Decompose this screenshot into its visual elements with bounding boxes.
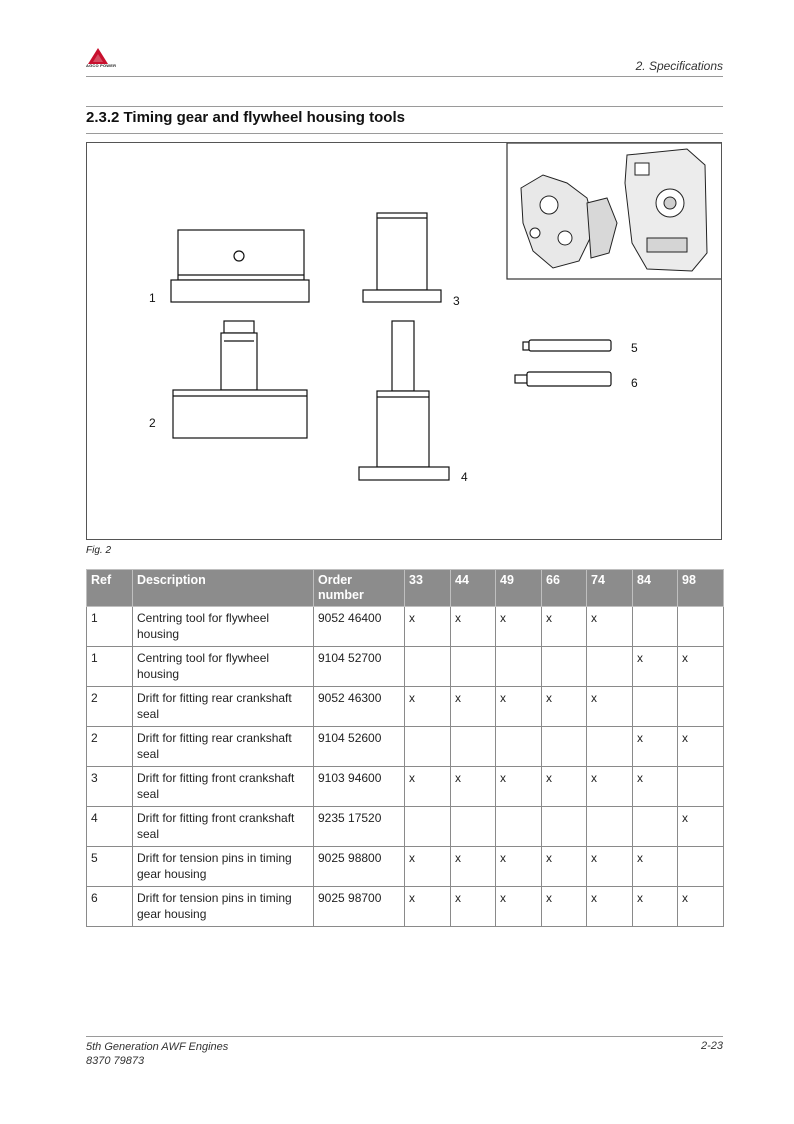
description-cell: Drift for tension pins in timing gear housing — [133, 847, 314, 887]
engine-mark-cell: x — [587, 767, 633, 807]
column-header: Ref — [87, 570, 133, 607]
header-rule — [86, 76, 723, 77]
engine-mark-cell: x — [587, 687, 633, 727]
table-body — [87, 607, 724, 927]
section-heading: 2.3.2 Timing gear and flywheel housing tools — [86, 109, 405, 126]
footer-left — [86, 1040, 228, 1068]
tool-3-front-seal-drift — [363, 213, 441, 302]
callout-6: 6 — [631, 376, 638, 390]
table-row — [87, 727, 724, 767]
engine-mark-cell: x — [405, 847, 451, 887]
order-number-cell: 9104 52600 — [314, 727, 405, 767]
column-header: 33 — [405, 570, 451, 607]
engine-mark-cell — [405, 727, 451, 767]
engine-mark-cell: x — [496, 887, 542, 927]
tool-2-rear-seal-drift — [173, 321, 307, 438]
description-cell: Drift for fitting rear crankshaft seal — [133, 727, 314, 767]
column-header: 84 — [633, 570, 678, 607]
table-row — [87, 687, 724, 727]
engine-mark-cell: x — [633, 887, 678, 927]
engine-mark-cell — [678, 847, 724, 887]
engine-mark-cell — [587, 807, 633, 847]
order-number-cell: 9235 17520 — [314, 807, 405, 847]
engine-mark-cell: x — [542, 687, 587, 727]
callout-2: 2 — [149, 416, 156, 430]
engine-mark-cell: x — [496, 767, 542, 807]
engine-mark-cell: x — [678, 647, 724, 687]
engine-mark-cell — [633, 607, 678, 647]
order-number-cell: 9103 94600 — [314, 767, 405, 807]
callout-5: 5 — [631, 341, 638, 355]
engine-mark-cell — [405, 807, 451, 847]
engine-mark-cell — [451, 727, 496, 767]
ref-cell: 5 — [87, 847, 133, 887]
engine-mark-cell — [542, 727, 587, 767]
engine-mark-cell: x — [496, 847, 542, 887]
engine-mark-cell — [678, 607, 724, 647]
engine-mark-cell — [587, 727, 633, 767]
engine-mark-cell — [633, 807, 678, 847]
footer-title: 5th Generation AWF Engines — [86, 1041, 229, 1053]
engine-mark-cell: x — [542, 607, 587, 647]
table-row — [87, 607, 724, 647]
ref-cell: 2 — [87, 687, 133, 727]
description-cell: Drift for fitting front crankshaft seal — [133, 807, 314, 847]
engine-mark-cell — [496, 647, 542, 687]
engine-mark-cell: x — [405, 767, 451, 807]
engine-mark-cell — [587, 647, 633, 687]
engine-mark-cell: x — [451, 687, 496, 727]
heading-rule-bottom — [86, 133, 723, 134]
ref-cell: 6 — [87, 887, 133, 927]
engine-mark-cell: x — [678, 807, 724, 847]
order-number-cell: 9052 46400 — [314, 607, 405, 647]
description-cell: Drift for tension pins in timing gear housing — [133, 887, 314, 927]
column-header: Order number — [314, 570, 405, 607]
description-cell: Drift for fitting rear crankshaft seal — [133, 687, 314, 727]
engine-mark-cell — [451, 647, 496, 687]
engine-mark-cell — [678, 687, 724, 727]
description-cell: Centring tool for flywheel housing — [133, 647, 314, 687]
engine-mark-cell — [496, 727, 542, 767]
engine-mark-cell: x — [451, 767, 496, 807]
agco-power-logo — [86, 48, 110, 74]
engine-mark-cell — [496, 807, 542, 847]
ref-cell: 2 — [87, 727, 133, 767]
engine-mark-cell — [542, 647, 587, 687]
engine-mark-cell — [405, 647, 451, 687]
table-row — [87, 847, 724, 887]
tools-table — [86, 569, 724, 927]
footer-doc-number: 8370 79873 — [86, 1055, 145, 1067]
order-number-cell: 9025 98700 — [314, 887, 405, 927]
column-header: 49 — [496, 570, 542, 607]
table-row — [87, 887, 724, 927]
table-row — [87, 647, 724, 687]
column-header: 74 — [587, 570, 633, 607]
table-header-row — [87, 570, 724, 607]
section-label: 2. Specifications — [635, 59, 723, 73]
engine-mark-cell: x — [405, 607, 451, 647]
engine-mark-cell — [678, 767, 724, 807]
engine-mark-cell: x — [405, 687, 451, 727]
page-number: 2-23 — [700, 1040, 723, 1052]
tools-figure — [86, 142, 722, 540]
ref-cell: 4 — [87, 807, 133, 847]
engine-mark-cell: x — [633, 767, 678, 807]
engine-mark-cell: x — [633, 727, 678, 767]
table-row — [87, 767, 724, 807]
ref-cell: 3 — [87, 767, 133, 807]
callout-4: 4 — [461, 470, 468, 484]
heading-rule-top — [86, 106, 723, 107]
engine-mark-cell: x — [542, 767, 587, 807]
order-number-cell: 9104 52700 — [314, 647, 405, 687]
engine-mark-cell: x — [496, 607, 542, 647]
tool-1-centring-tool — [171, 230, 309, 302]
tool-4-front-seal-drift — [359, 321, 449, 480]
order-number-cell: 9052 46300 — [314, 687, 405, 727]
callout-1: 1 — [149, 291, 156, 305]
order-number-cell: 9025 98800 — [314, 847, 405, 887]
figure-caption: Fig. 2 — [86, 545, 112, 556]
ref-cell: 1 — [87, 607, 133, 647]
engine-mark-cell: x — [496, 687, 542, 727]
engine-mark-cell: x — [451, 607, 496, 647]
engine-mark-cell: x — [678, 727, 724, 767]
ref-cell: 1 — [87, 647, 133, 687]
column-header: 44 — [451, 570, 496, 607]
footer-rule — [86, 1036, 723, 1037]
engine-mark-cell: x — [587, 607, 633, 647]
column-header: 66 — [542, 570, 587, 607]
engine-mark-cell: x — [542, 847, 587, 887]
engine-mark-cell — [633, 687, 678, 727]
engine-mark-cell — [542, 807, 587, 847]
tool-6-tension-pin-drift — [515, 372, 611, 386]
tool-5-tension-pin-drift — [523, 340, 611, 351]
table-row — [87, 807, 724, 847]
description-cell: Centring tool for flywheel housing — [133, 607, 314, 647]
engine-mark-cell: x — [587, 847, 633, 887]
engine-mark-cell: x — [633, 847, 678, 887]
logo-text: AGCO POWER — [86, 63, 117, 68]
callout-3: 3 — [453, 294, 460, 308]
engine-mark-cell: x — [451, 847, 496, 887]
engine-mark-cell: x — [587, 887, 633, 927]
column-header: Description — [133, 570, 314, 607]
engine-mark-cell: x — [405, 887, 451, 927]
engine-mark-cell: x — [678, 887, 724, 927]
engine-mark-cell: x — [542, 887, 587, 927]
engine-mark-cell — [451, 807, 496, 847]
engine-mark-cell: x — [451, 887, 496, 927]
engine-mark-cell: x — [633, 647, 678, 687]
column-header: 98 — [678, 570, 724, 607]
description-cell: Drift for fitting front crankshaft seal — [133, 767, 314, 807]
